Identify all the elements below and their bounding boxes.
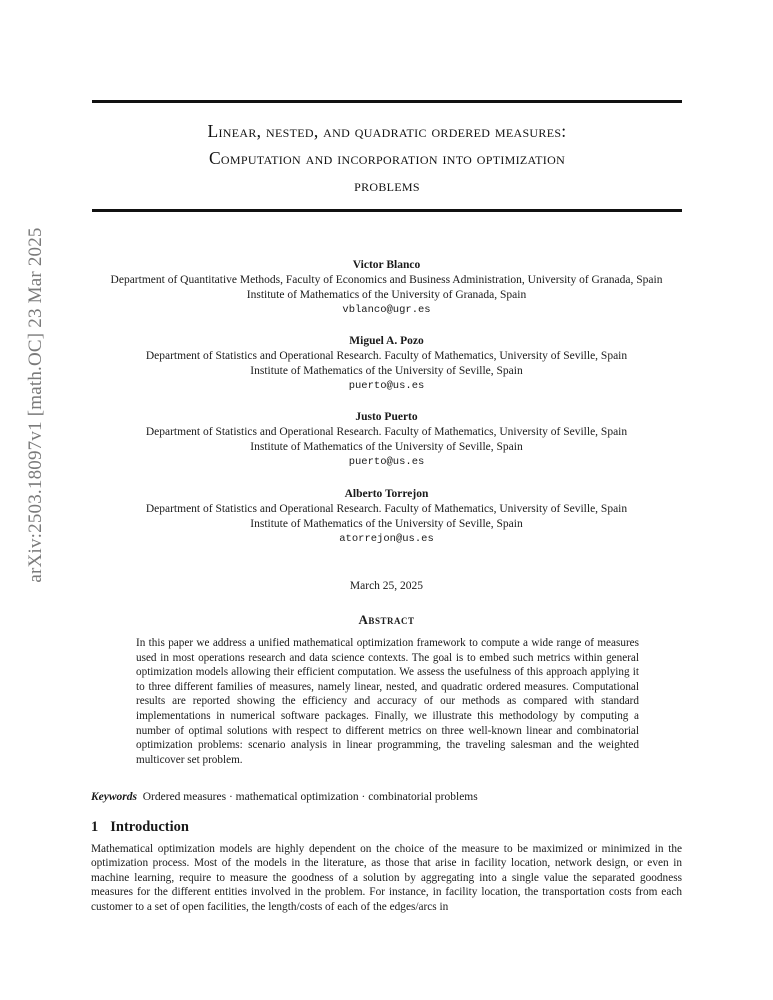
author-affiliation: Institute of Mathematics of the University of Granada, Spain [246,289,527,301]
author-affiliation: Department of Statistics and Operational Research. Faculty of Mathematics, University of Seville, Spain [145,426,628,438]
paper-title [92,118,682,199]
author-affiliation: Institute of Mathematics of the University of Seville, Spain [250,518,523,530]
author-affiliation: Institute of Mathematics of the University of Seville, Spain [250,365,523,377]
section-number: 1 [91,819,99,835]
introduction-text: Mathematical optimization models are highly dependent on the choice of the measure to be maximized or minimized in the optimization process. Most of the models in the literature, as those that arise in facility location, network design, or even in machine learning, require to measure the goodness of a solution by aggregating into a single value the separated goodness measures for the different entities involved in the problem. For instance, in facility location, the transportation costs from each customer to a set of open facilities, the length/costs of each of the edges/arcs in [91,843,682,913]
author-email[interactable]: puerto@us.es [348,456,425,468]
title-rule-bottom [92,209,682,212]
paper-date: March 25, 2025 [349,580,424,592]
title-line-2: Computation and incorporation into optimization [208,148,566,168]
keywords-label: Keywords [91,791,137,803]
section-heading [91,819,189,836]
author-block [60,410,713,470]
author-affiliation: Department of Quantitative Methods, Faculty of Economics and Business Administration, University of Granada, Spain [110,274,663,286]
author-name: Victor Blanco [352,259,421,271]
author-block [60,334,713,394]
title-line-3: problems [354,175,420,195]
section-title: Introduction [110,819,189,835]
keywords-text: Ordered measures · mathematical optimization · combinatorial problems [142,791,478,803]
author-name: Miguel A. Pozo [349,335,424,347]
title-line-1: Linear, nested, and quadratic ordered measures: [207,121,567,141]
author-name: Alberto Torrejon [344,488,429,500]
author-block [60,258,713,318]
title-rule-top [92,100,682,103]
abstract-text: In this paper we address a unified mathematical optimization framework to compute a wide range of measures used in most operations research and data science contexts. The goal is to embed such metrics within general optimization models allowing their efficient computation. We assess the usefulness of this approach applying it to three different families of measures, namely linear, nested, and quadratic ordered measures. Computational results are reported showing the efficiency and accuracy of our methods as compared with standard implementations in numerical software packages. Finally, we illustrate this methodology by computing a number of optimal solutions with respect to different metrics on three well-known linear and combinatorial optimization problems: scenario analysis in linear programming, the traveling salesman and the weighted multicover set problem. [136,637,639,766]
author-name: Justo Puerto [355,411,418,423]
author-block [60,487,713,547]
keywords-line [91,791,478,803]
author-email[interactable]: puerto@us.es [348,380,425,392]
author-affiliation: Institute of Mathematics of the University of Seville, Spain [250,441,523,453]
author-affiliation: Department of Statistics and Operational Research. Faculty of Mathematics, University of Seville, Spain [145,503,628,515]
author-affiliation: Department of Statistics and Operational Research. Faculty of Mathematics, University of Seville, Spain [145,350,628,362]
arxiv-side-stamp: arXiv:2503.18097v1 [math.OC] 23 Mar 2025 [25,227,46,583]
author-email[interactable]: atorrejon@us.es [339,533,434,545]
author-email[interactable]: vblanco@ugr.es [342,304,431,316]
abstract-heading: Abstract [358,612,415,627]
